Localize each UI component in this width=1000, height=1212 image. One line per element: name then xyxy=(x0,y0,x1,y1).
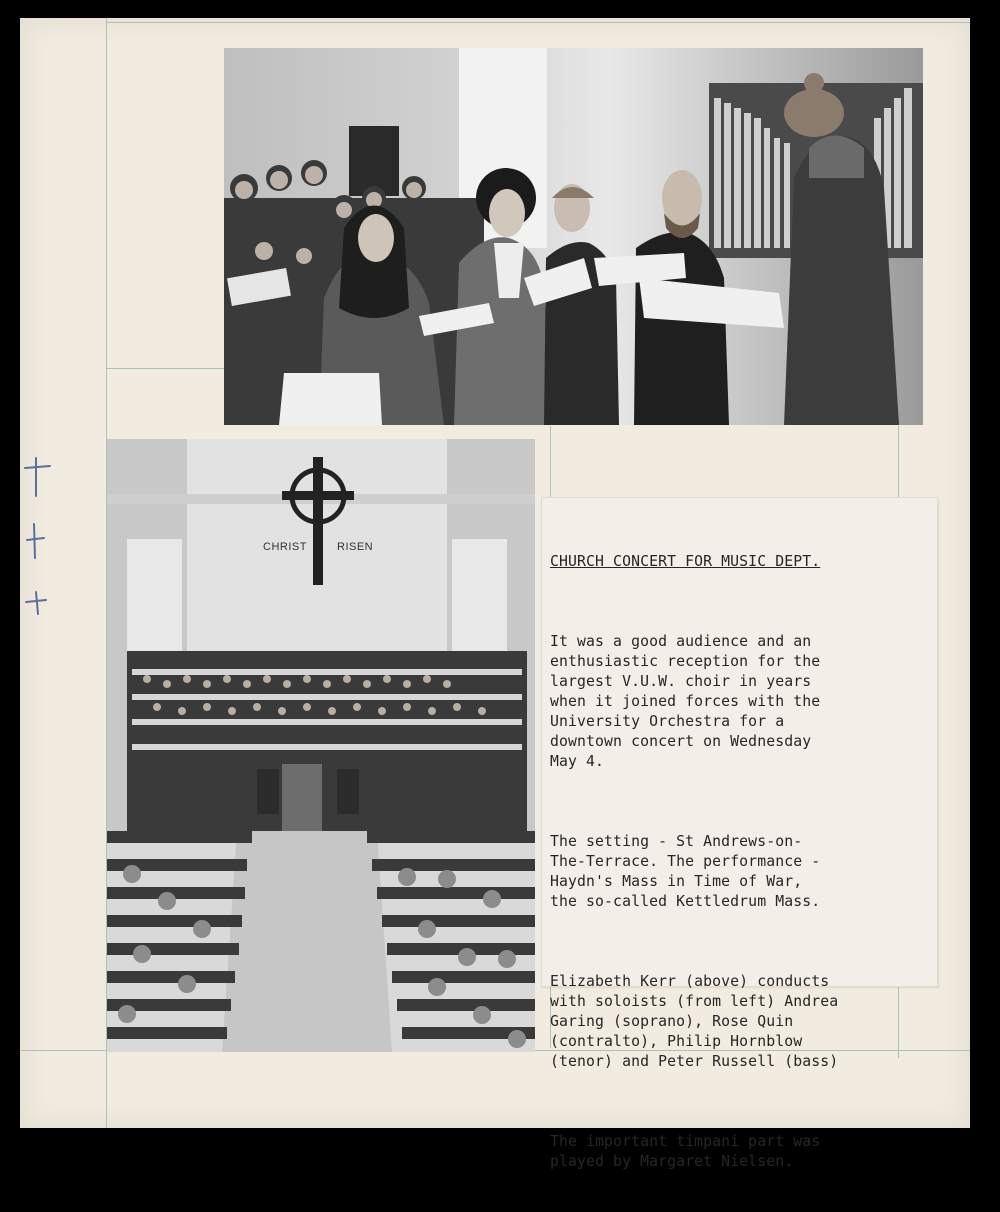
wall-inscription-right: RISEN xyxy=(337,541,374,553)
caption-paragraph: The setting - St Andrews-on- The-Terrace. The performance - Haydn's Mass in Time of War, the so-called Kettledrum Mass. xyxy=(550,833,821,910)
caption-text xyxy=(550,512,935,1212)
caption-paragraph: It was a good audience and an enthusiastic reception for the largest V.U.W. choir in years when it joined forces with the University Orchestra for a downtown concert on Wednesday May 4. xyxy=(550,633,821,770)
church-interior-photo xyxy=(107,439,535,1052)
soloists-photo xyxy=(224,48,923,425)
caption-heading: CHURCH CONCERT FOR MUSIC DEPT. xyxy=(550,553,821,570)
pencil-marks xyxy=(20,448,60,618)
guide-line xyxy=(106,22,970,23)
caption-paragraph: The important timpani part was played by Margaret Nielsen. xyxy=(550,1133,821,1170)
wall-inscription-left: CHRIST xyxy=(263,541,307,553)
guide-line xyxy=(106,368,224,369)
caption-paragraph: Elizabeth Kerr (above) conducts with soloists (from left) Andrea Garing (soprano), Rose Quin (contralto), Philip Hornblow (tenor) and Peter Russell (bass) xyxy=(550,973,839,1070)
typed-caption-clipping xyxy=(541,497,938,1170)
